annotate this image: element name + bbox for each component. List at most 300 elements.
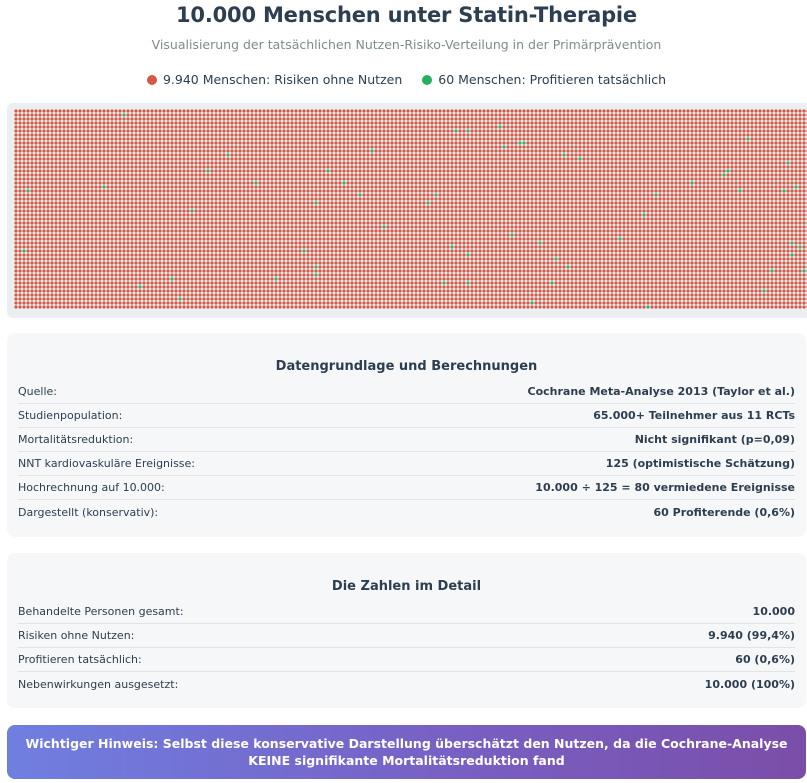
person-dot-risk [442, 117, 445, 120]
person-dot-risk [658, 109, 661, 112]
person-dot-risk [74, 149, 77, 152]
person-dot-risk [326, 117, 329, 120]
person-dot-risk [86, 169, 89, 172]
person-dot-risk [414, 205, 417, 208]
person-dot-risk [74, 109, 77, 112]
person-dot-risk [506, 181, 509, 184]
person-dot-risk [758, 165, 761, 168]
person-dot-risk [454, 181, 457, 184]
person-dot-risk [314, 149, 317, 152]
person-dot-risk [298, 125, 301, 128]
person-dot-risk [122, 145, 125, 148]
person-dot-risk [78, 141, 81, 144]
person-dot-risk [258, 173, 261, 176]
person-dot-risk [62, 193, 65, 196]
person-dot-risk [686, 205, 689, 208]
person-dot-risk [334, 109, 337, 112]
person-dot-risk [634, 141, 637, 144]
person-dot-risk [22, 185, 25, 188]
person-dot-risk [110, 157, 113, 160]
person-dot-risk [802, 121, 805, 124]
person-dot-risk [594, 125, 597, 128]
person-dot-risk [514, 205, 517, 208]
person-dot-risk [278, 117, 281, 120]
person-dot-risk [242, 149, 245, 152]
person-dot-risk [794, 113, 797, 116]
person-dot-risk [74, 185, 77, 188]
person-dot-risk [274, 121, 277, 124]
person-dot-risk [634, 169, 637, 172]
person-dot-risk [594, 193, 597, 196]
person-dot-risk [282, 145, 285, 148]
person-dot-risk [294, 157, 297, 160]
person-dot-risk [370, 173, 373, 176]
person-dot-risk [654, 141, 657, 144]
person-dot-risk [298, 197, 301, 200]
person-dot-risk [254, 197, 257, 200]
person-dot-risk [338, 177, 341, 180]
person-dot-risk [166, 197, 169, 200]
person-dot-risk [166, 141, 169, 144]
person-dot-risk [154, 121, 157, 124]
person-dot-risk [522, 173, 525, 176]
person-dot-risk [90, 133, 93, 136]
person-dot-risk [570, 173, 573, 176]
person-dot-risk [466, 169, 469, 172]
person-dot-risk [398, 161, 401, 164]
person-dot-risk [674, 153, 677, 156]
person-dot-risk [422, 201, 425, 204]
person-dot-risk [750, 197, 753, 200]
person-dot-risk [766, 129, 769, 132]
person-dot-risk [326, 109, 329, 112]
person-dot-risk [402, 149, 405, 152]
person-dot-risk [350, 121, 353, 124]
person-dot-risk [274, 129, 277, 132]
person-dot-risk [590, 153, 593, 156]
person-dot-risk [146, 165, 149, 168]
person-dot-risk [374, 189, 377, 192]
person-dot-risk [74, 161, 77, 164]
person-dot-risk [146, 185, 149, 188]
person-dot-risk [230, 169, 233, 172]
person-dot-risk [242, 121, 245, 124]
person-dot-risk [426, 109, 429, 112]
person-dot-risk [694, 205, 697, 208]
person-dot-risk [46, 125, 49, 128]
person-dot-risk [786, 185, 789, 188]
person-dot-risk [762, 197, 765, 200]
person-dot-risk [22, 201, 25, 204]
person-dot-risk [742, 201, 745, 204]
person-dot-risk [110, 125, 113, 128]
person-dot-risk [54, 153, 57, 156]
person-dot-risk [14, 133, 17, 136]
person-dot-risk [258, 117, 261, 120]
person-dot-risk [722, 201, 725, 204]
person-dot-risk [638, 201, 641, 204]
person-dot-risk [450, 157, 453, 160]
person-dot-risk [498, 149, 501, 152]
person-dot-risk [434, 157, 437, 160]
person-dot-risk [474, 165, 477, 168]
person-dot-risk [650, 145, 653, 148]
person-dot-risk [286, 133, 289, 136]
person-dot-risk [446, 113, 449, 116]
person-dot-risk [318, 173, 321, 176]
person-dot-risk [482, 161, 485, 164]
person-dot-risk [138, 149, 141, 152]
person-dot-benefit [454, 129, 457, 132]
person-dot-risk [382, 153, 385, 156]
person-dot-risk [406, 133, 409, 136]
person-dot-risk [126, 197, 129, 200]
person-dot-risk [498, 153, 501, 156]
person-dot-risk [786, 121, 789, 124]
person-dot-risk [102, 149, 105, 152]
person-dot-risk [354, 149, 357, 152]
person-dot-risk [402, 201, 405, 204]
person-dot-risk [198, 197, 201, 200]
person-dot-risk [694, 201, 697, 204]
person-dot-risk [286, 129, 289, 132]
person-dot-risk [638, 181, 641, 184]
person-dot-risk [698, 145, 701, 148]
person-dot-risk [34, 181, 37, 184]
person-dot-risk [266, 117, 269, 120]
person-dot-risk [134, 125, 137, 128]
person-dot-risk [486, 129, 489, 132]
person-dot-risk [394, 205, 397, 208]
person-dot-risk [682, 185, 685, 188]
person-dot-risk [162, 113, 165, 116]
person-dot-risk [110, 181, 113, 184]
person-dot-risk [706, 197, 709, 200]
person-dot-risk [670, 205, 673, 208]
person-dot-risk [518, 185, 521, 188]
person-dot-risk [238, 165, 241, 168]
person-dot-risk [370, 201, 373, 204]
person-dot-risk [430, 125, 433, 128]
person-dot-risk [406, 161, 409, 164]
person-dot-risk [514, 125, 517, 128]
person-dot-risk [702, 193, 705, 196]
person-dot-risk [754, 177, 757, 180]
person-dot-risk [534, 193, 537, 196]
person-dot-risk [206, 141, 209, 144]
person-dot-risk [290, 117, 293, 120]
person-dot-risk [18, 129, 21, 132]
person-dot-risk [526, 145, 529, 148]
person-dot-risk [318, 161, 321, 164]
person-dot-risk [214, 121, 217, 124]
person-dot-risk [270, 177, 273, 180]
person-dot-risk [242, 205, 245, 208]
person-dot-risk [330, 165, 333, 168]
person-dot-risk [614, 193, 617, 196]
person-dot-risk [434, 125, 437, 128]
person-dot-risk [550, 201, 553, 204]
person-dot-risk [514, 193, 517, 196]
person-dot-risk [654, 125, 657, 128]
person-dot-risk [774, 201, 777, 204]
person-dot-risk [730, 113, 733, 116]
person-dot-risk [562, 177, 565, 180]
person-dot-risk [794, 165, 797, 168]
person-dot-risk [298, 129, 301, 132]
person-dot-risk [698, 165, 701, 168]
person-dot-risk [698, 109, 701, 112]
person-dot-risk [598, 137, 601, 140]
person-dot-risk [466, 141, 469, 144]
person-dot-risk [502, 149, 505, 152]
person-dot-risk [758, 145, 761, 148]
person-dot-risk [798, 137, 801, 140]
person-dot-risk [22, 197, 25, 200]
person-dot-risk [454, 173, 457, 176]
person-dot-risk [282, 157, 285, 160]
person-dot-risk [190, 113, 193, 116]
person-dot-risk [630, 133, 633, 136]
person-dot-risk [782, 121, 785, 124]
person-dot-risk [594, 197, 597, 200]
person-dot-risk [218, 117, 221, 120]
person-dot-risk [218, 169, 221, 172]
person-dot-risk [702, 185, 705, 188]
person-dot-risk [778, 201, 781, 204]
person-dot-risk [74, 125, 77, 128]
person-dot-risk [234, 193, 237, 196]
person-dot-risk [282, 193, 285, 196]
person-dot-risk [586, 197, 589, 200]
person-dot-risk [386, 189, 389, 192]
person-dot-risk [326, 121, 329, 124]
person-dot-risk [402, 189, 405, 192]
person-dot-risk [426, 153, 429, 156]
person-dot-risk [126, 157, 129, 160]
person-dot-risk [122, 181, 125, 184]
person-dot-risk [146, 121, 149, 124]
person-dot-risk [434, 109, 437, 112]
person-dot-risk [350, 109, 353, 112]
person-dot-risk [366, 141, 369, 144]
person-dot-risk [342, 169, 345, 172]
person-dot-risk [350, 193, 353, 196]
person-dot-risk [82, 177, 85, 180]
person-dot-risk [498, 177, 501, 180]
person-dot-risk [470, 161, 473, 164]
person-dot-risk [730, 193, 733, 196]
person-dot-risk [634, 193, 637, 196]
person-dot-risk [522, 177, 525, 180]
person-dot-risk [398, 169, 401, 172]
person-dot-risk [574, 141, 577, 144]
person-dot-risk [270, 141, 273, 144]
person-dot-risk [718, 153, 721, 156]
person-dot-risk [166, 145, 169, 148]
person-dot-risk [802, 185, 805, 188]
person-dot-risk [106, 141, 109, 144]
person-dot-risk [210, 185, 213, 188]
person-dot-risk [206, 133, 209, 136]
person-dot-risk [474, 121, 477, 124]
person-dot-risk [518, 125, 521, 128]
person-dot-risk [678, 165, 681, 168]
person-dot-risk [110, 197, 113, 200]
person-dot-risk [642, 205, 645, 208]
person-dot-risk [542, 205, 545, 208]
person-dot-risk [86, 153, 89, 156]
person-dot-risk [534, 185, 537, 188]
person-dot-risk [306, 133, 309, 136]
person-dot-risk [42, 189, 45, 192]
person-dot-risk [790, 129, 793, 132]
person-dot-risk [670, 169, 673, 172]
person-dot-risk [354, 125, 357, 128]
person-dot-risk [214, 177, 217, 180]
person-dot-risk [354, 133, 357, 136]
person-dot-risk [246, 157, 249, 160]
person-dot-risk [250, 177, 253, 180]
person-dot-risk [246, 117, 249, 120]
person-dot-risk [350, 149, 353, 152]
person-dot-risk [118, 133, 121, 136]
person-dot-risk [394, 181, 397, 184]
person-dot-risk [726, 189, 729, 192]
person-dot-risk [458, 109, 461, 112]
person-dot-risk [550, 177, 553, 180]
person-dot-risk [442, 181, 445, 184]
person-dot-risk [802, 173, 805, 176]
person-dot-risk [466, 189, 469, 192]
person-dot-risk [18, 157, 21, 160]
person-dot-risk [622, 201, 625, 204]
person-dot-risk [150, 113, 153, 116]
person-dot-risk [574, 197, 577, 200]
person-dot-risk [326, 129, 329, 132]
person-dot-risk [446, 125, 449, 128]
person-dot-risk [54, 117, 57, 120]
person-dot-risk [330, 141, 333, 144]
person-dot-risk [442, 161, 445, 164]
person-dot-risk [302, 117, 305, 120]
person-dot-risk [102, 165, 105, 168]
person-dot-risk [302, 169, 305, 172]
person-dot-risk [58, 145, 61, 148]
person-dot-risk [750, 185, 753, 188]
person-dot-risk [190, 177, 193, 180]
person-dot-risk [774, 133, 777, 136]
person-dot-risk [598, 117, 601, 120]
person-dot-risk [362, 173, 365, 176]
person-dot-risk [622, 173, 625, 176]
person-dot-risk [274, 161, 277, 164]
person-dot-risk [182, 145, 185, 148]
person-dot-risk [678, 193, 681, 196]
person-dot-risk [514, 185, 517, 188]
person-dot-risk [194, 117, 197, 120]
person-dot-benefit [562, 153, 565, 156]
person-dot-risk [458, 149, 461, 152]
person-dot-risk [334, 129, 337, 132]
person-dot-risk [46, 157, 49, 160]
person-dot-risk [650, 169, 653, 172]
person-dot-risk [610, 201, 613, 204]
person-dot-risk [518, 165, 521, 168]
person-dot-risk [594, 201, 597, 204]
person-dot-risk [242, 189, 245, 192]
person-dot-risk [746, 141, 749, 144]
person-dot-risk [542, 129, 545, 132]
person-dot-risk [146, 117, 149, 120]
person-dot-risk [554, 181, 557, 184]
person-dot-risk [230, 117, 233, 120]
person-dot-risk [622, 165, 625, 168]
person-dot-risk [466, 137, 469, 140]
person-dot-risk [450, 137, 453, 140]
person-dot-risk [574, 205, 577, 208]
person-dot-risk [558, 185, 561, 188]
person-dot-risk [174, 153, 177, 156]
person-dot-risk [334, 197, 337, 200]
person-dot-risk [518, 181, 521, 184]
person-dot-risk [662, 129, 665, 132]
person-dot-risk [766, 145, 769, 148]
person-dot-risk [362, 169, 365, 172]
person-dot-risk [378, 173, 381, 176]
person-dot-risk [570, 129, 573, 132]
person-dot-risk [162, 197, 165, 200]
person-dot-risk [538, 173, 541, 176]
person-dot-risk [722, 193, 725, 196]
person-dot-risk [474, 193, 477, 196]
person-dot-risk [698, 197, 701, 200]
person-dot-risk [262, 177, 265, 180]
person-dot-risk [146, 157, 149, 160]
person-dot-risk [770, 189, 773, 192]
person-dot-risk [710, 177, 713, 180]
person-dot-risk [402, 185, 405, 188]
person-dot-risk [114, 165, 117, 168]
person-dot-risk [786, 173, 789, 176]
person-dot-risk [598, 121, 601, 124]
person-dot-risk [766, 181, 769, 184]
person-dot-risk [218, 157, 221, 160]
person-dot-risk [162, 201, 165, 204]
person-dot-risk [686, 165, 689, 168]
person-dot-risk [134, 161, 137, 164]
person-dot-risk [794, 177, 797, 180]
person-dot-risk [566, 165, 569, 168]
person-dot-risk [30, 177, 33, 180]
person-dot-risk [474, 161, 477, 164]
person-dot-risk [46, 169, 49, 172]
person-dot-risk [378, 157, 381, 160]
person-dot-risk [430, 169, 433, 172]
person-dot-risk [426, 177, 429, 180]
person-dot-risk [710, 205, 713, 208]
person-dot-risk [350, 181, 353, 184]
person-dot-benefit [358, 193, 361, 196]
person-dot-risk [130, 197, 133, 200]
person-dot-risk [754, 185, 757, 188]
person-dot-risk [690, 161, 693, 164]
person-dot-risk [390, 205, 393, 208]
person-dot-risk [342, 125, 345, 128]
person-dot-risk [442, 125, 445, 128]
person-dot-risk [26, 205, 29, 208]
person-dot-risk [558, 117, 561, 120]
